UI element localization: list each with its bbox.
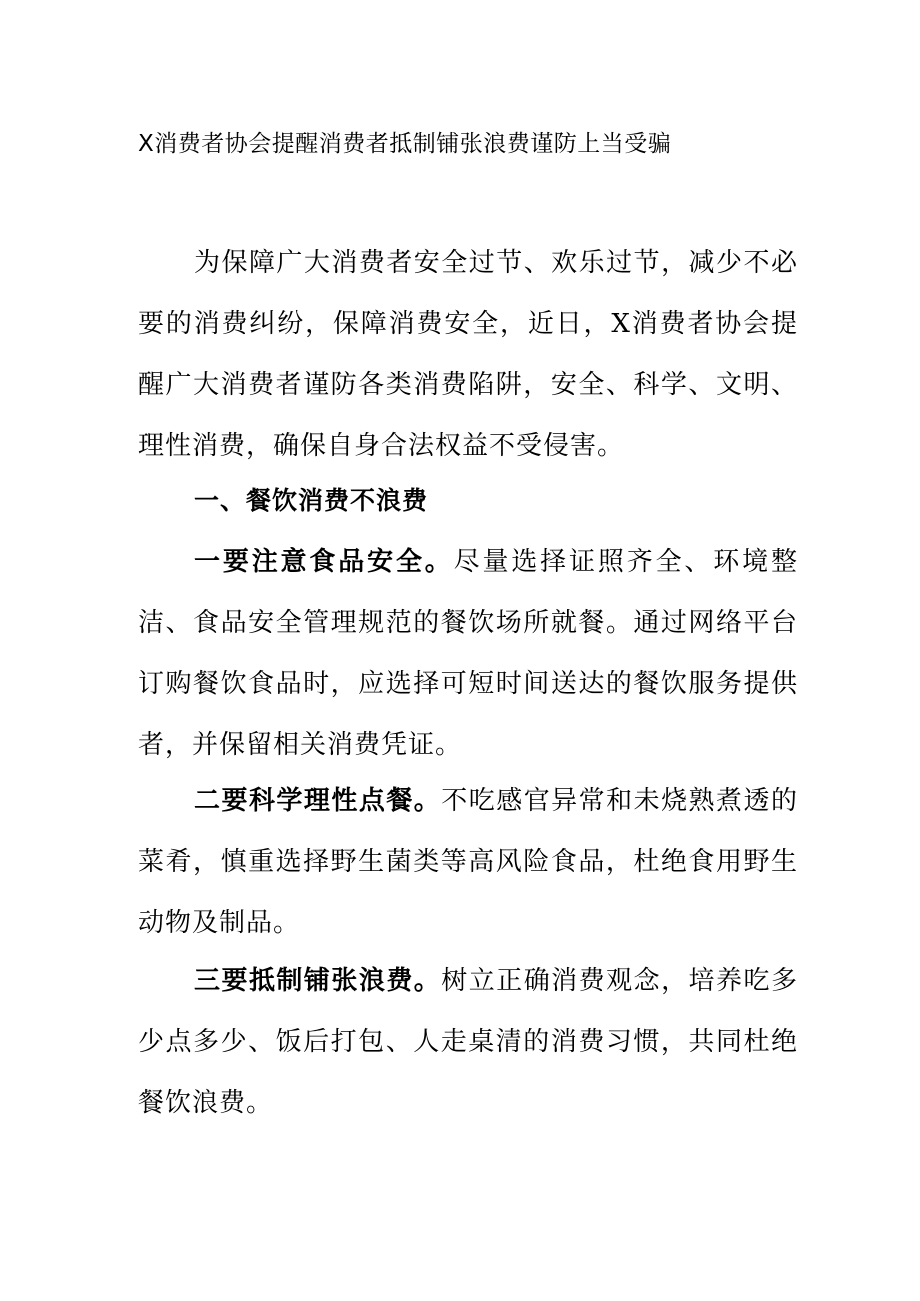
item-1-lead: 一要注意食品安全。 <box>194 547 454 577</box>
item-1-section <box>138 532 798 776</box>
item-2-section <box>138 771 798 954</box>
item-1-text: 尽量选择证照齐全、环境整洁、食品安全管理规范的餐饮场所就餐。通过网络平台订购餐饮食品时，应选择可短时间送达的餐饮服务提供者，并保留相关消费凭证。 <box>138 547 798 760</box>
section-heading: 一、餐饮消费不浪费 <box>194 486 429 515</box>
document-title: X消费者协会提醒消费者抵制铺张浪费谨防上当受骗 <box>138 131 672 157</box>
item-2-lead: 二要科学理性点餐。 <box>194 786 442 816</box>
intro-section <box>138 233 798 477</box>
item-3-paragraph <box>138 951 798 1134</box>
item-2-paragraph <box>138 771 798 954</box>
item-3-section <box>138 951 798 1134</box>
item-2-text: 不吃感官异常和未烧熟煮透的菜肴，慎重选择野生菌类等高风险食品，杜绝食用野生动物及制品。 <box>138 786 798 938</box>
item-1-paragraph <box>138 532 798 776</box>
item-3-lead: 三要抵制铺张浪费。 <box>194 966 442 996</box>
intro-paragraph: 为保障广大消费者安全过节、欢乐过节，减少不必要的消费纠纷，保障消费安全，近日，X消费者协会提醒广大消费者谨防各类消费陷阱，安全、科学、文明、理性消费，确保自身合法权益不受侵害。 <box>138 248 798 461</box>
item-3-text: 树立正确消费观念，培养吃多少点多少、饭后打包、人走桌清的消费习惯，共同杜绝餐饮浪费。 <box>138 966 798 1118</box>
section-heading-block <box>138 470 798 531</box>
